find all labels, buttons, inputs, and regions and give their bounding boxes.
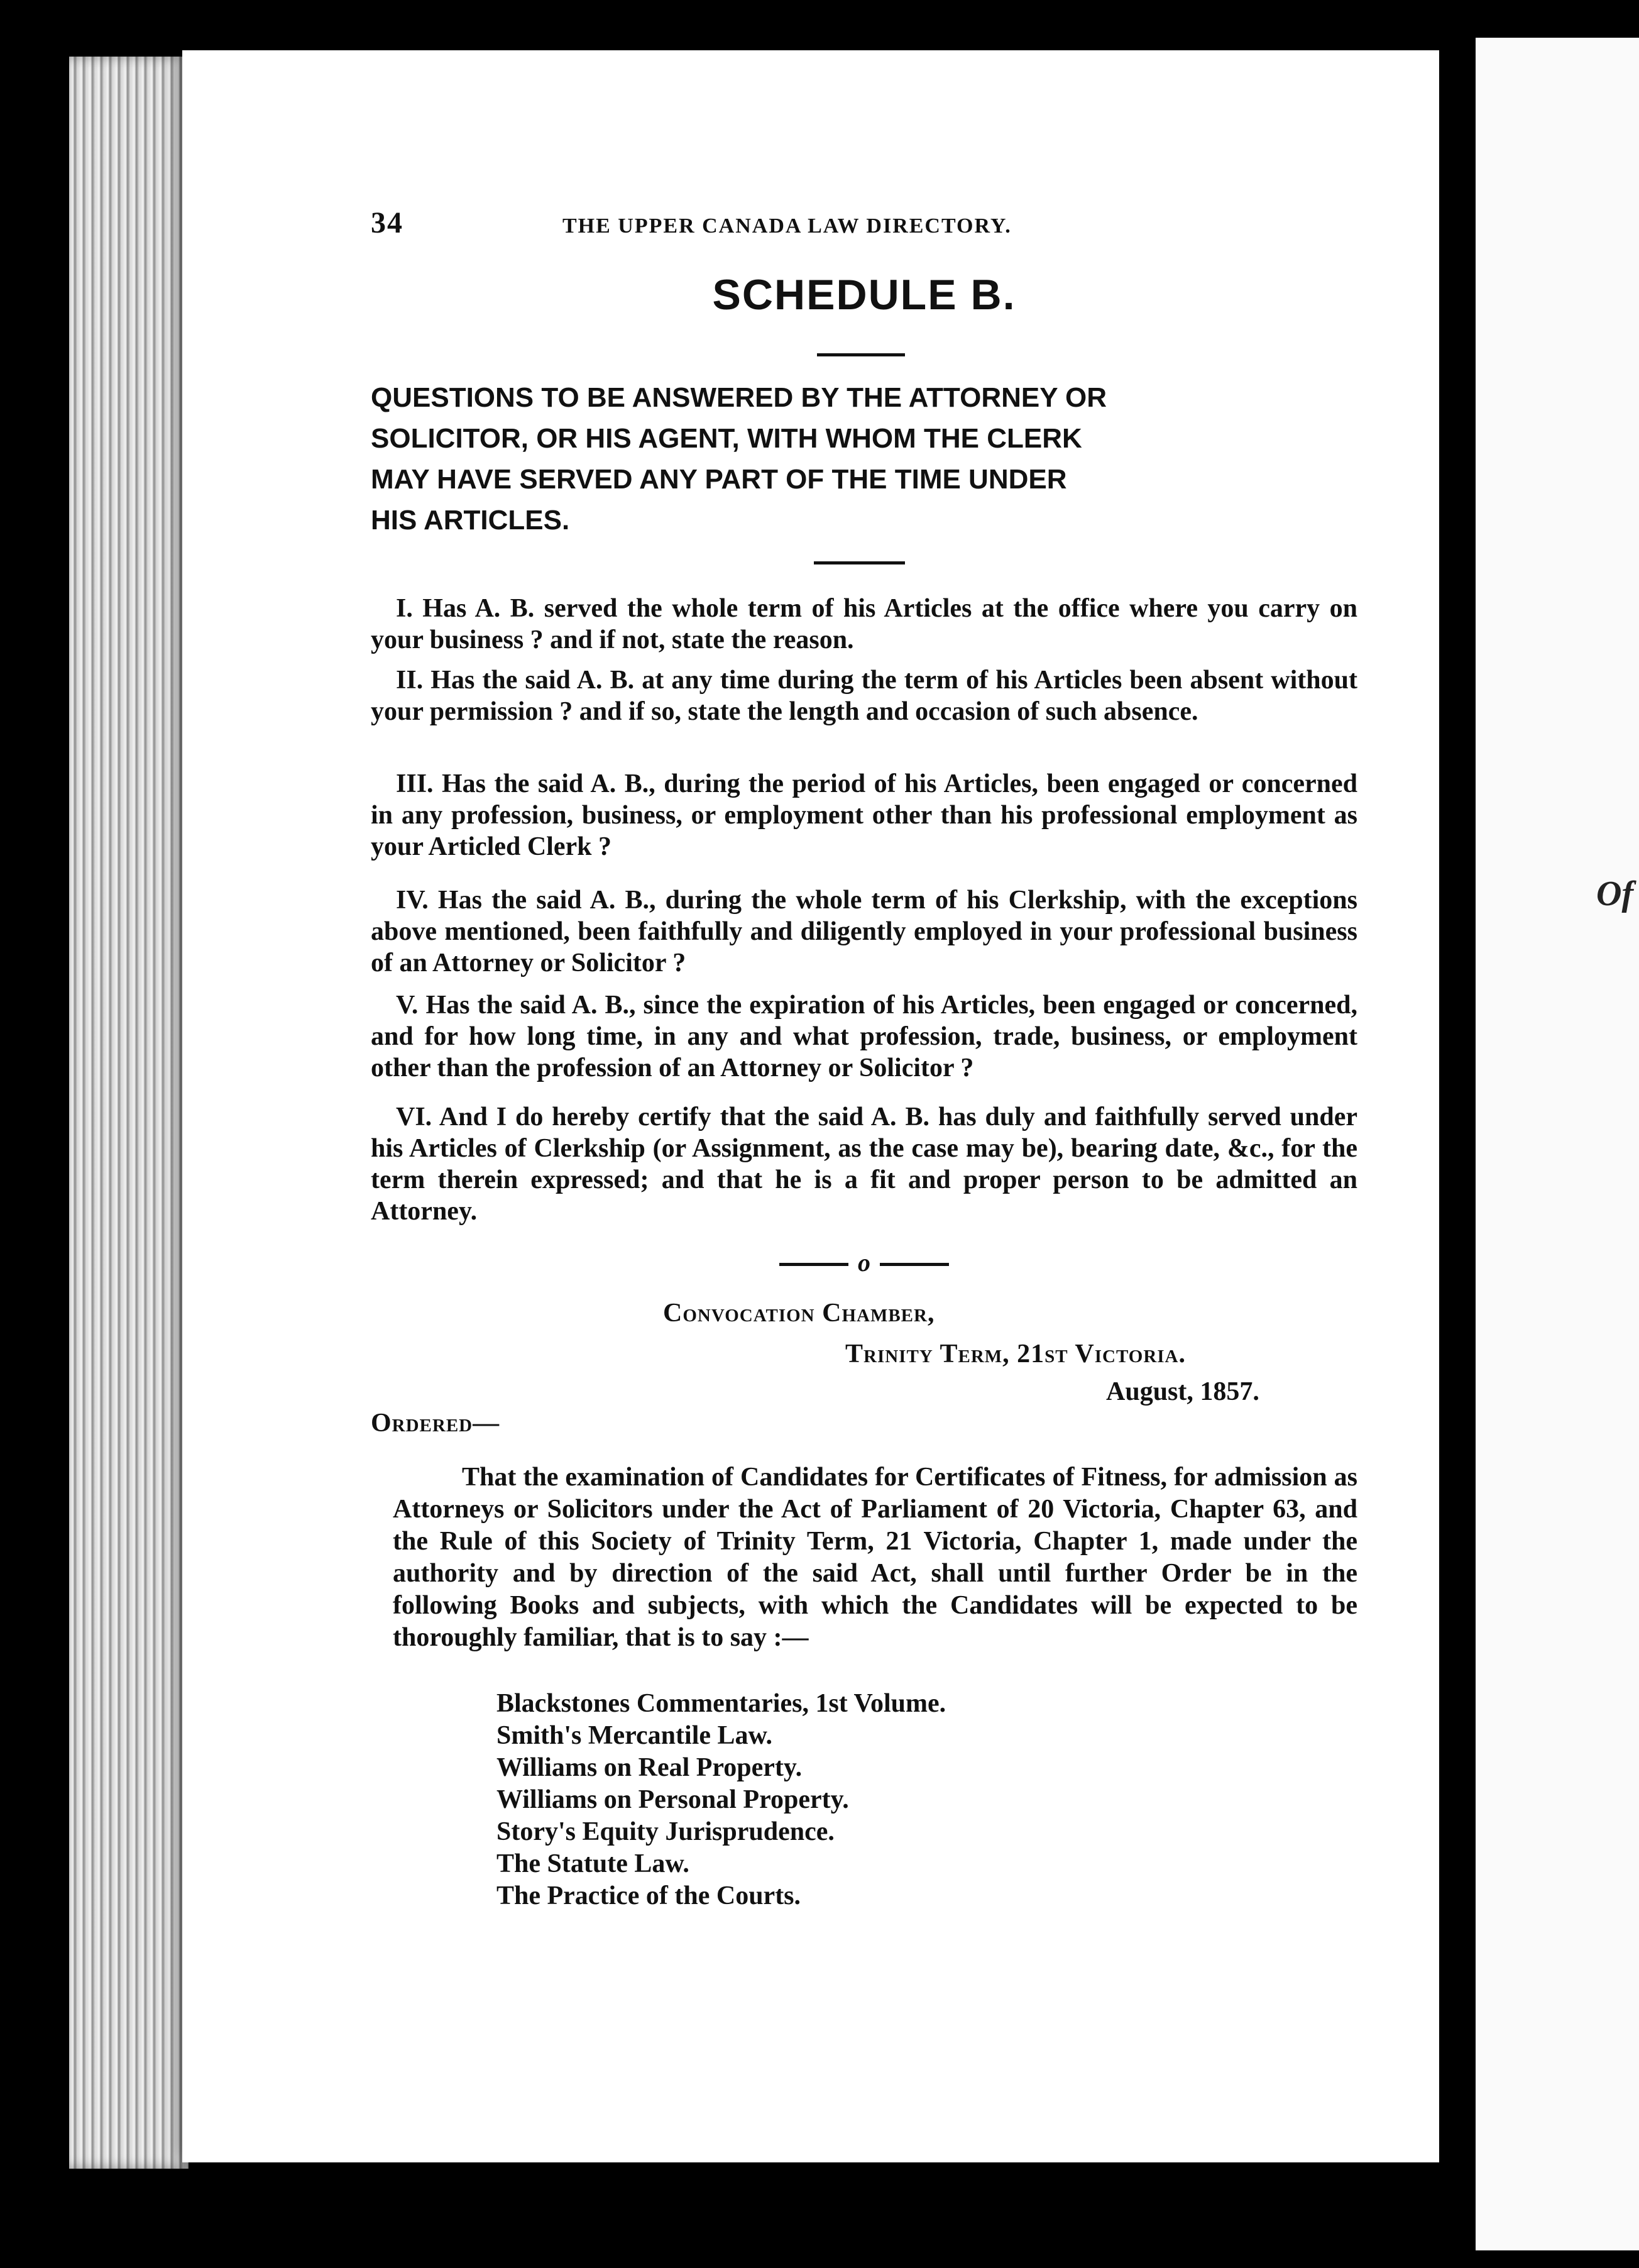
page-number: 34 (371, 206, 403, 239)
facing-page-fragment: Of (1596, 874, 1634, 913)
convocation-chamber: Convocation Chamber, (663, 1299, 935, 1328)
ordered-paragraph: That the examination of Candidates for Certificates of Fitness, for admission as Attorneys or Solicitors under the Act of Parliament of 20 Victoria, Chapter 63, and the Rule of this Society of Trinity Term, 21 Victoria, Chapter 1, made under the authority and by direction of the said Act, shall until further Order be in the following Books and subjects, with which the Candidates will be expected to be thoroughly familiar, that is to say :— (393, 1463, 1357, 1652)
questions-heading-line: SOLICITOR, OR HIS AGENT, WITH WHOM THE CLERK (371, 423, 1082, 454)
convocation-date: August, 1857. (1106, 1377, 1259, 1406)
schedule-title: SCHEDULE B. (712, 271, 1016, 319)
question-1: I. Has A. B. served the whole term of his Articles at the office where you carry on your business ? and if not, state the reason. (371, 594, 1357, 654)
questions-heading-line: HIS ARTICLES. (371, 505, 570, 536)
book-item: Williams on Real Property. (496, 1753, 803, 1782)
ordered-label: Ordered— (371, 1409, 500, 1438)
book-item: The Practice of the Courts. (496, 1881, 801, 1910)
question-5: V. Has the said A. B., since the expiration of his Articles, been engaged or concerned, and for how long time, in any and what profession, trade, business, or employment other than the profession of an Attorney or Solicitor ? (371, 991, 1357, 1082)
question-2: II. Has the said A. B. at any time during the term of his Articles been absent without your permission ? and if so, state the length and occasion of such absence. (371, 666, 1357, 726)
questions-heading-line: MAY HAVE SERVED ANY PART OF THE TIME UNDER (371, 464, 1067, 495)
book-item: The Statute Law. (496, 1849, 689, 1878)
questions-heading-line: QUESTIONS TO BE ANSWERED BY THE ATTORNEY OR (371, 382, 1107, 413)
section-separator: o (779, 1248, 949, 1277)
question-3: III. Has the said A. B., during the period of his Articles, been engaged or concerned in any profession, business, or employment other than his professional employment as your Articled Clerk ? (371, 769, 1357, 861)
books-list (496, 1688, 946, 1912)
running-head-title: THE UPPER CANADA LAW DIRECTORY. (562, 214, 1012, 238)
title-rule (817, 353, 905, 356)
heading-rule (814, 561, 905, 564)
book-spine-edge (69, 57, 189, 2169)
convocation-term: Trinity Term, 21st Victoria. (845, 1340, 1186, 1368)
book-item: Story's Equity Jurisprudence. (496, 1817, 835, 1846)
question-4: IV. Has the said A. B., during the whole term of his Clerkship, with the exceptions above mentioned, been faithfully and diligently employed in your professional business of an Attorney or Solicitor ? (371, 886, 1357, 977)
book-item: Williams on Personal Property. (496, 1785, 849, 1814)
facing-page (1476, 38, 1639, 2250)
question-6: VI. And I do hereby certify that the said A. B. has duly and faithfully served under his Articles of Clerkship (or Assignment, as the case may be), bearing date, &c., for the term therein expressed; and that he is a fit and proper person to be admitted an Attorney. (371, 1103, 1357, 1226)
book-item: Blackstones Commentaries, 1st Volume. (496, 1689, 946, 1718)
book-item: Smith's Mercantile Law. (496, 1721, 773, 1750)
questions-heading (371, 377, 1357, 541)
